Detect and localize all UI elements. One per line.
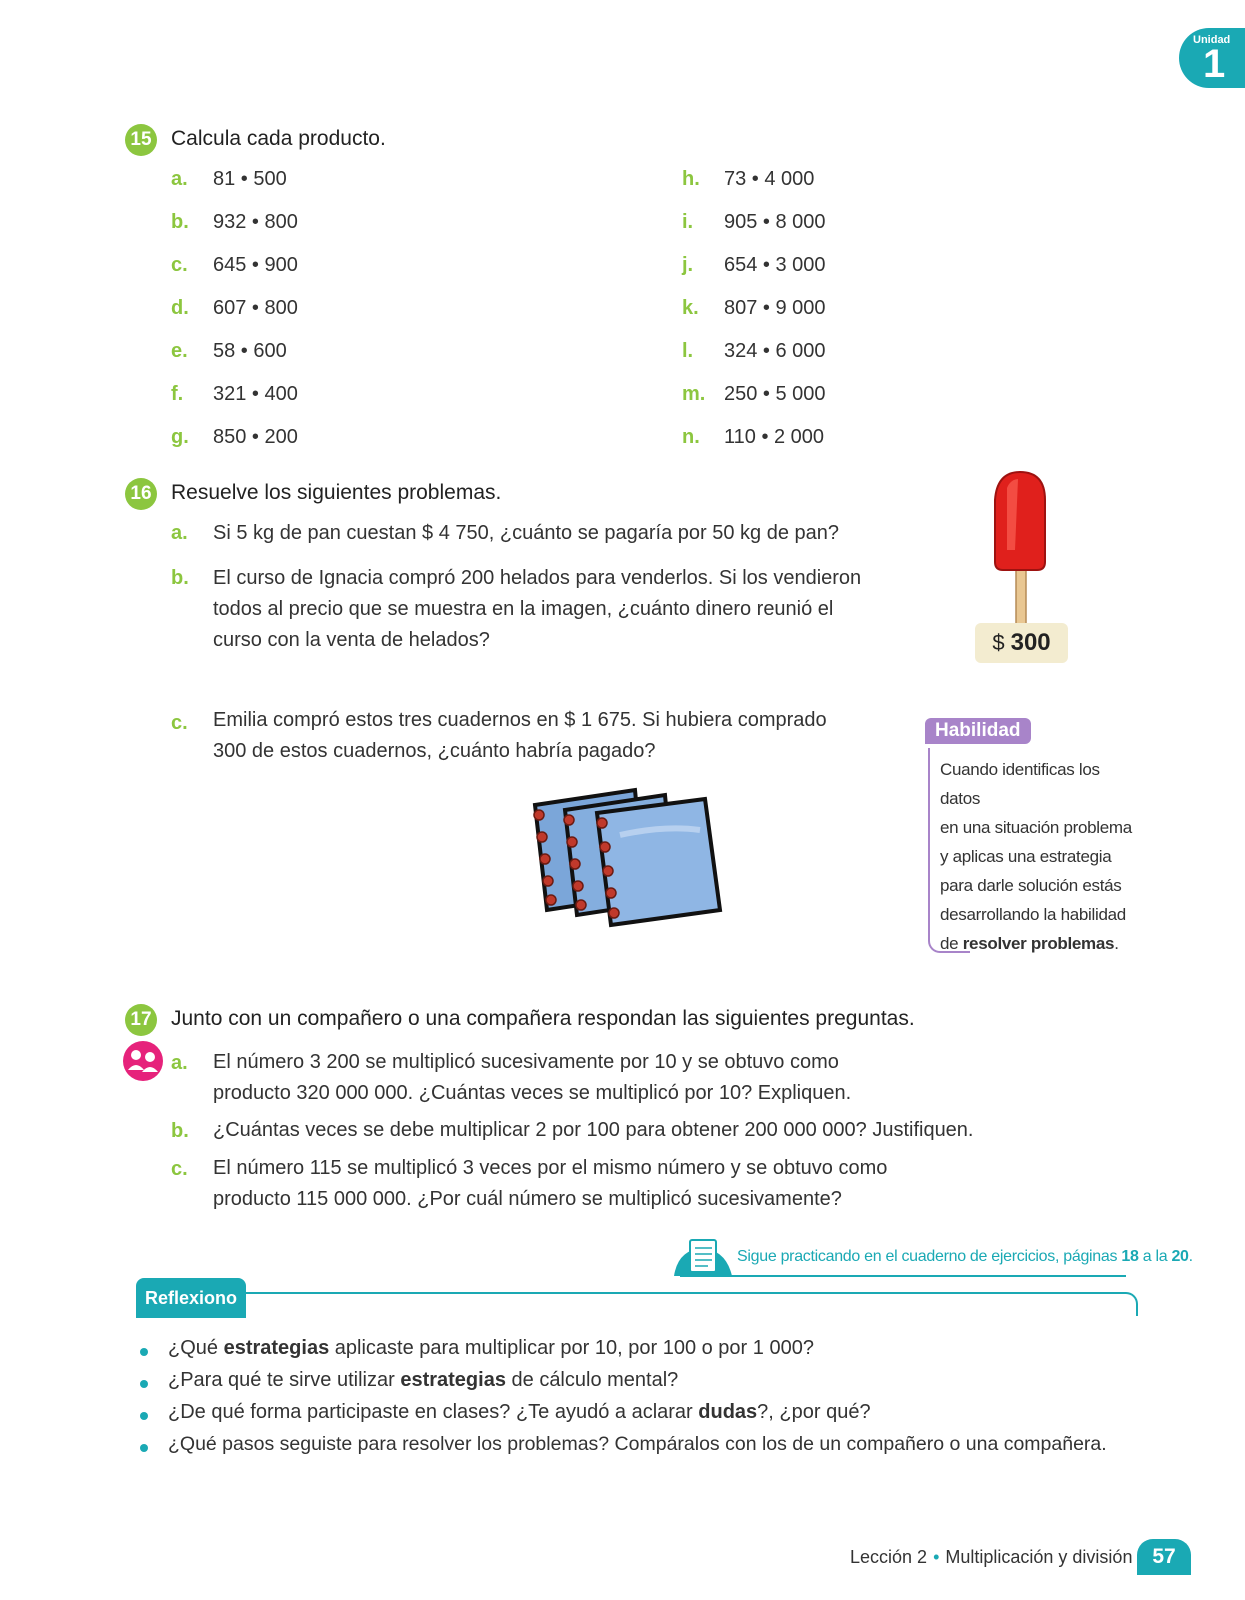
question-c-line: producto 115 000 000. ¿Por cuál número se multiplicó sucesivamente?	[213, 1188, 842, 1210]
problem-b-line: todos al precio que se muestra en la imagen, ¿cuánto dinero reunió el	[213, 598, 834, 620]
item-letter: a.	[171, 168, 188, 190]
item-letter: j.	[682, 254, 694, 276]
exercise-16-title: Resuelve los siguientes problemas.	[171, 481, 502, 504]
habilidad-line: desarrollando la habilidad	[940, 905, 1126, 924]
ice-cream-illustration	[985, 470, 1055, 630]
text-part: ¿Para qué te sirve utilizar	[168, 1369, 401, 1391]
practice-page-from: 18	[1121, 1248, 1139, 1265]
item-expression: 905 • 8 000	[724, 211, 826, 233]
item-letter: c.	[171, 254, 188, 276]
price-value: 300	[1010, 629, 1051, 656]
habilidad-text	[940, 755, 1140, 958]
question-b-text: ¿Cuántas veces se debe multiplicar 2 por 100 para obtener 200 000 000? Justifiquen.	[213, 1119, 974, 1141]
footer-topic: Multiplicación y división	[945, 1547, 1133, 1567]
exercise-16-badge: 16	[125, 478, 157, 510]
text-part: ¿Qué	[168, 1337, 224, 1359]
workbook-icon	[672, 1238, 734, 1276]
habilidad-tag: Habilidad	[925, 718, 1031, 744]
practice-page-to: 20	[1171, 1248, 1189, 1265]
question-a-line: producto 320 000 000. ¿Cuántas veces se multiplicó por 10? Expliquen.	[213, 1082, 852, 1104]
exercise-17-title: Junto con un compañero o una compañera respondan las siguientes preguntas.	[171, 1007, 915, 1030]
bullet-dot	[140, 1412, 148, 1420]
item-expression: 250 • 5 000	[724, 383, 826, 405]
item-expression: 110 • 2 000	[724, 426, 825, 448]
bullet-dot	[140, 1348, 148, 1356]
text-part: aplicaste para multiplicar por 10, por 100 o por 1 000?	[329, 1337, 814, 1359]
text-part: ¿De qué forma participaste en clases? ¿Te ayudó a aclarar	[168, 1401, 699, 1423]
item-letter: h.	[682, 168, 700, 190]
item-letter: c.	[171, 712, 188, 734]
reflection-question	[168, 1401, 871, 1424]
unit-tab	[1179, 28, 1245, 88]
price-currency: $	[992, 630, 1005, 655]
text-part: de cálculo mental?	[505, 1369, 679, 1391]
item-expression: 321 • 400	[213, 383, 298, 405]
item-letter: i.	[682, 211, 694, 233]
problem-b-line: El curso de Ignacia compró 200 helados para venderlos. Si los vendieron	[213, 567, 862, 589]
habilidad-line: Cuando identificas los datos	[940, 760, 1100, 808]
reflection-question	[168, 1369, 678, 1392]
reflexiono-tag: Reflexiono	[136, 1278, 246, 1318]
question-a-line: El número 3 200 se multiplicó sucesivamente por 10 y se obtuvo como	[213, 1051, 839, 1073]
habilidad-bold-term: resolver problemas	[962, 934, 1115, 953]
item-letter: e.	[171, 340, 188, 362]
item-expression: 850 • 200	[213, 426, 298, 448]
exercise-17-badge: 17	[125, 1004, 157, 1036]
problem-c-line: Emilia compró estos tres cuadernos en $ 1 675. Si hubiera comprado	[213, 709, 827, 731]
problem-a-text: Si 5 kg de pan cuestan $ 4 750, ¿cuánto se pagaría por 50 kg de pan?	[213, 522, 840, 544]
habilidad-line: en una situación problema	[940, 818, 1132, 837]
habilidad-prefix: de	[940, 934, 963, 953]
text-part: ?, ¿por qué?	[757, 1401, 871, 1423]
item-letter: c.	[171, 1158, 188, 1180]
item-letter: b.	[171, 1120, 189, 1142]
page-number: 57	[1137, 1539, 1191, 1575]
practice-note	[737, 1248, 1193, 1266]
item-letter: m.	[682, 383, 706, 405]
practice-text: Sigue practicando en el cuaderno de ejercicios, páginas	[737, 1248, 1122, 1265]
pair-work-icon	[122, 1040, 164, 1082]
item-letter: f.	[171, 383, 184, 405]
footer-separator: •	[933, 1547, 940, 1567]
bullet-dot	[140, 1380, 148, 1388]
reflection-question	[168, 1337, 814, 1360]
habilidad-line-last	[940, 929, 1140, 958]
practice-end: .	[1188, 1248, 1193, 1265]
habilidad-suffix: .	[1114, 934, 1119, 953]
item-letter: l.	[682, 340, 694, 362]
item-expression: 645 • 900	[213, 254, 298, 276]
page-footer	[850, 1547, 1132, 1568]
exercise-15-badge: 15	[125, 124, 157, 156]
unit-label: Unidad	[1193, 34, 1231, 46]
item-expression: 81 • 500	[213, 168, 287, 190]
notebooks-illustration	[525, 785, 745, 945]
question-c-line: El número 115 se multiplicó 3 veces por el mismo número y se obtuvo como	[213, 1157, 888, 1179]
unit-number: 1	[1203, 42, 1226, 86]
problem-b-line: curso con la venta de helados?	[213, 629, 490, 651]
bullet-dot	[140, 1444, 148, 1452]
item-letter: a.	[171, 1052, 188, 1074]
item-letter: a.	[171, 522, 188, 544]
bold-term: dudas	[698, 1401, 758, 1423]
problem-c-line: 300 de estos cuadernos, ¿cuánto habría pagado?	[213, 740, 656, 762]
item-expression: 932 • 800	[213, 211, 298, 233]
practice-underline	[680, 1275, 1126, 1277]
practice-mid: a la	[1138, 1248, 1172, 1265]
bold-term: estrategias	[223, 1337, 330, 1359]
item-letter: b.	[171, 567, 189, 589]
item-expression: 324 • 6 000	[724, 340, 826, 362]
item-letter: b.	[171, 211, 189, 233]
item-expression: 607 • 800	[213, 297, 298, 319]
item-expression: 654 • 3 000	[724, 254, 826, 276]
habilidad-line: para darle solución estás	[940, 876, 1122, 895]
item-expression: 73 • 4 000	[724, 168, 815, 190]
exercise-15-title: Calcula cada producto.	[171, 127, 386, 150]
reflection-question	[168, 1433, 1107, 1456]
habilidad-line: y aplicas una estrategia	[940, 847, 1112, 866]
item-expression: 58 • 600	[213, 340, 287, 362]
item-letter: g.	[171, 426, 189, 448]
item-letter: n.	[682, 426, 700, 448]
item-letter: d.	[171, 297, 189, 319]
item-expression: 807 • 9 000	[724, 297, 826, 319]
footer-lesson: Lección 2	[850, 1547, 928, 1567]
reflexiono-line	[246, 1292, 1138, 1316]
text-part: ¿Qué pasos seguiste para resolver los problemas? Compáralos con los de un compañero o una compañera.	[168, 1433, 1107, 1455]
item-letter: k.	[682, 297, 699, 319]
bold-term: estrategias	[400, 1369, 506, 1391]
ice-cream-price-tag	[975, 623, 1068, 663]
